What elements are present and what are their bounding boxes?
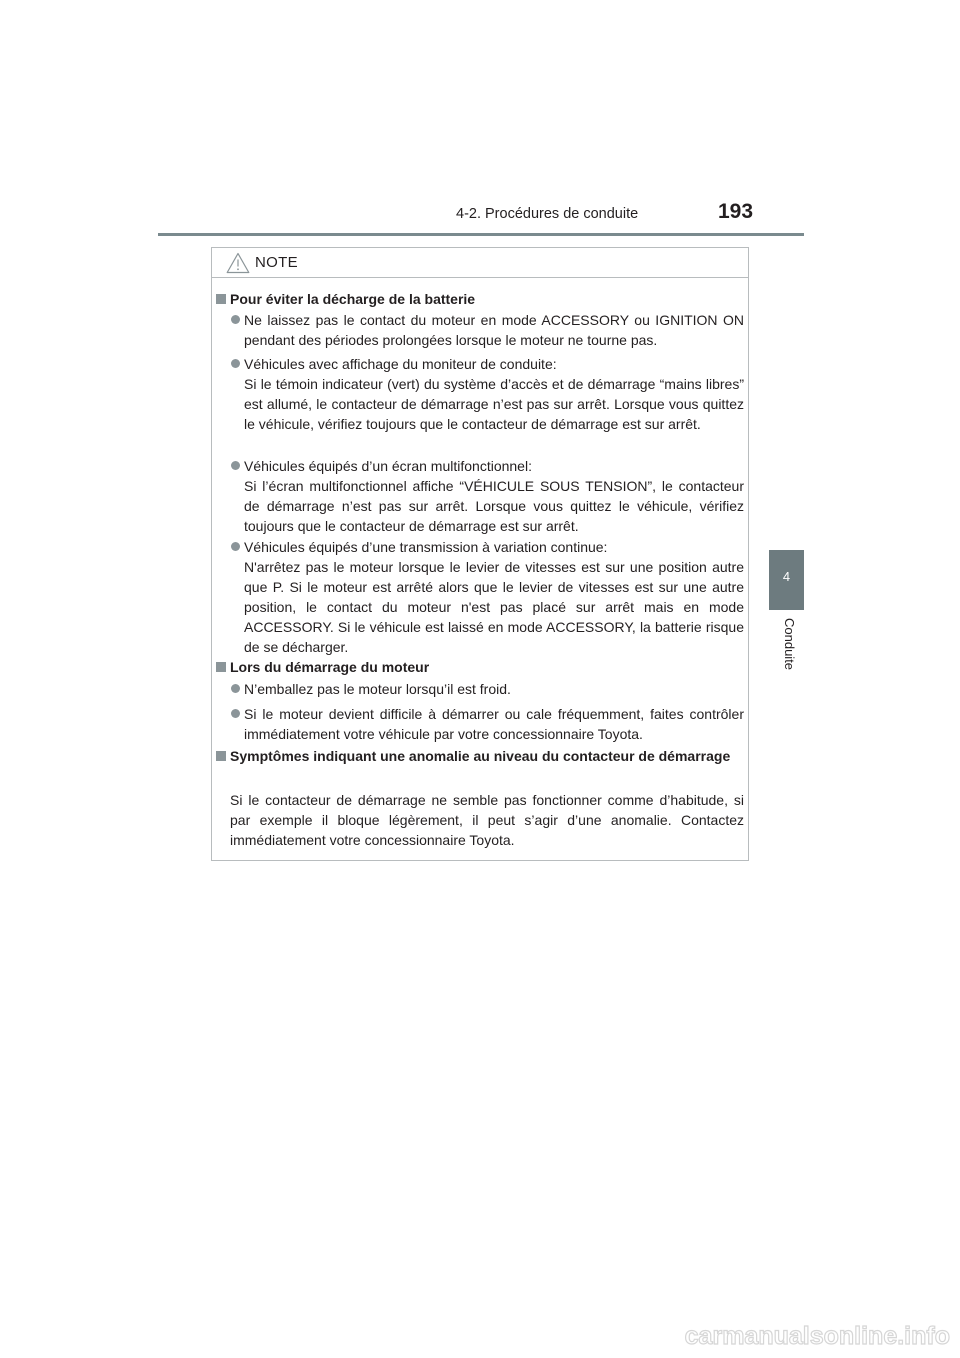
chapter-tab[interactable] — [769, 550, 804, 610]
round-bullet-icon — [231, 315, 240, 324]
round-bullet-icon — [231, 709, 240, 718]
chapter-label: Conduite — [782, 618, 797, 671]
square-bullet-icon — [216, 294, 226, 304]
bullet-item: Véhicules avec affichage du moniteur de conduite: Si le témoin indicateur (vert) du système d’accès et de démarrage “mains libres” est allumé, le contacteur de démarrage n’est pas sur arrêt. Lorsque vous quittez le véhicule, vérifiez toujours que le contacteur de démarrage est sur arrêt. — [244, 354, 744, 434]
bullet-item: N’emballez pas le moteur lorsqu’il est froid. — [244, 679, 744, 699]
bullet-item: Véhicules équipés d’un écran multifonctionnel: Si l’écran multifonctionnel affiche “VÉHICULE SOUS TENSION”, le contacteur de démarrage n’est pas sur arrêt. Lorsque vous quittez le véhicule, vérifiez toujours que le contacteur de démarrage est sur arrêt. — [244, 456, 744, 536]
bullet-item: Véhicules équipés d’une transmission à variation continue: N'arrêtez pas le moteur lorsque le levier de vitesses est sur une position autre que P. Si le moteur est arrêté alors que le levier de vitesses est sur une autre position, le contact du moteur n'est pas placé sur arrêt mais en mode ACCESSORY. Si le véhicule est laissé en mode ACCESSORY, la batterie risque de se décharger. — [244, 537, 744, 657]
warning-triangle-icon — [226, 252, 250, 274]
round-bullet-icon — [231, 461, 240, 470]
bullet-item: Ne laissez pas le contact du moteur en mode ACCESSORY ou IGNITION ON pendant des périodes prolongées lorsque le moteur ne tourne pas. — [244, 310, 744, 350]
section-heading: Pour éviter la décharge de la batterie — [216, 289, 744, 309]
svg-text:carmanualsonline.info: carmanualsonline.info — [684, 1322, 950, 1350]
page-number: 193 — [718, 200, 754, 223]
chapter-number: 4 — [782, 569, 791, 584]
header-divider — [158, 233, 804, 236]
section-title: 4-2. Procédures de conduite — [456, 206, 639, 222]
note-title: NOTE — [255, 254, 298, 271]
round-bullet-icon — [231, 359, 240, 368]
square-bullet-icon — [216, 751, 226, 761]
bullet-item: Si le moteur devient difficile à démarrer ou cale fréquemment, faites contrôler immédiatement votre véhicule par votre concessionnaire Toyota. — [244, 704, 744, 744]
note-header — [212, 248, 748, 278]
note-box — [211, 247, 749, 861]
section-heading: Lors du démarrage du moteur — [216, 657, 744, 677]
section-heading: Symptômes indiquant une anomalie au niveau du contacteur de démarrage — [216, 746, 744, 766]
round-bullet-icon — [231, 542, 240, 551]
section-paragraph: Si le contacteur de démarrage ne semble pas fonctionner comme d’habitude, si par exemple il bloque légèrement, il peut s’agir d’une anomalie. Contactez immédiatement votre concessionnaire Toyota. — [230, 792, 744, 848]
watermark-logo — [634, 1318, 954, 1352]
square-bullet-icon — [216, 662, 226, 672]
round-bullet-icon — [231, 684, 240, 693]
